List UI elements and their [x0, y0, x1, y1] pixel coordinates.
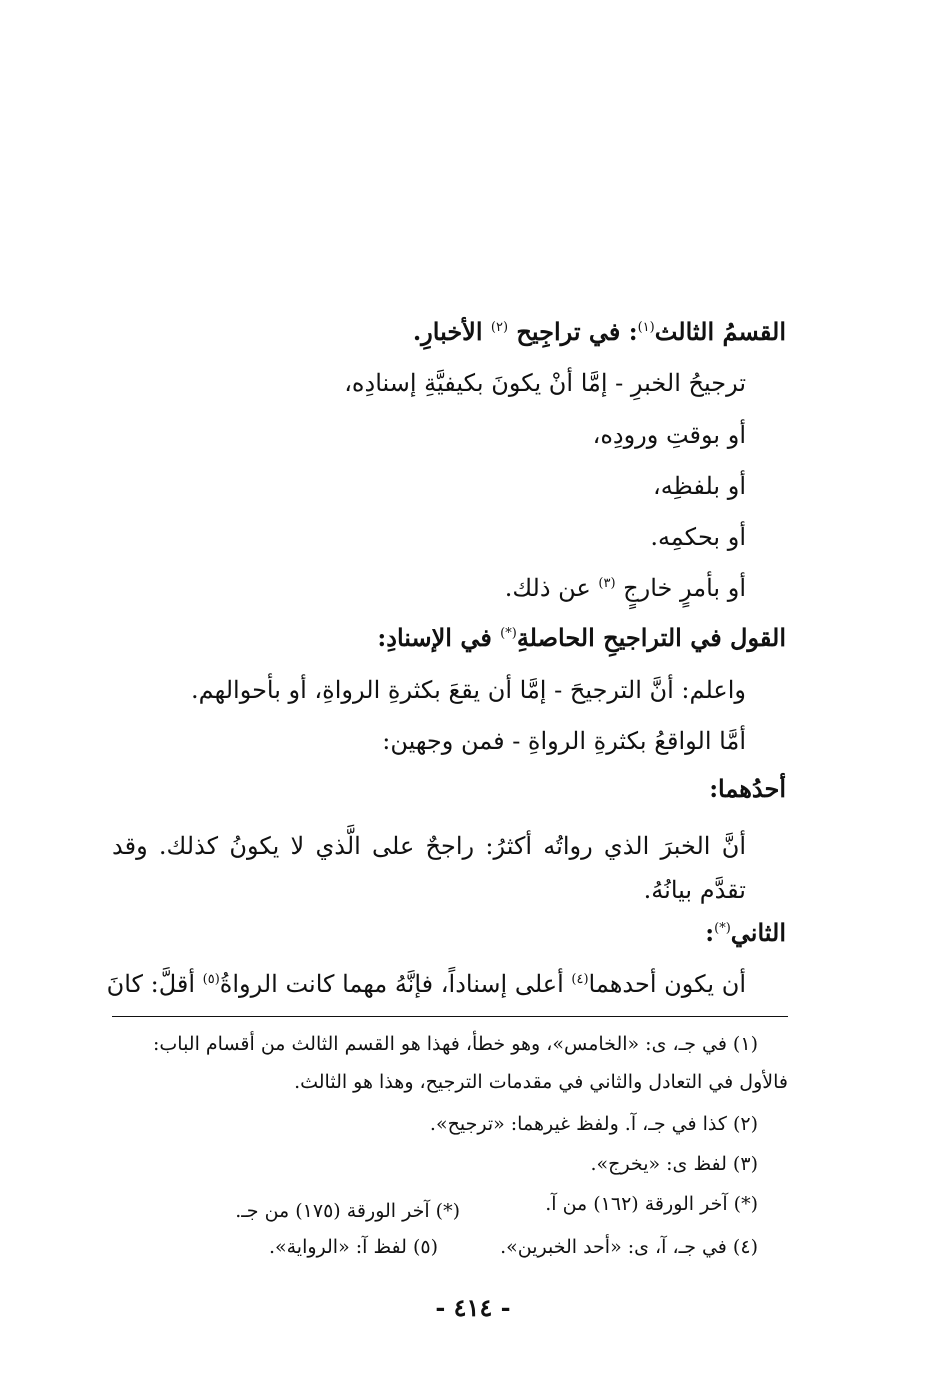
section-title: [413, 316, 786, 348]
text-line: أو بوقتِ ورودِه،: [592, 421, 746, 449]
second-heading: [705, 917, 786, 949]
text-fragment: أن يكون أحدهما: [588, 970, 746, 998]
text-fragment: الثاني: [730, 918, 786, 947]
text-line-external: [505, 572, 746, 604]
section-title-rest2: الأخبارِ.: [412, 317, 491, 346]
paragraph-line: أمَّا الواقعُ بكثرةِ الرواةِ - فمن وجهين:: [382, 727, 746, 755]
last-text-line: [107, 968, 746, 1000]
footnote-ref-star: (*): [714, 921, 731, 936]
text-line: أو بلفظِه،: [653, 472, 746, 500]
text-fragment: أعلى إسناداً، فإنَّهُ مهما كانت الرواةُ: [219, 970, 572, 998]
footnote-3: (٣) لفظ ى: «يخرج».: [590, 1153, 758, 1175]
footnote-ref-4: (٤): [571, 972, 589, 987]
first-heading: أحدُهما:: [709, 774, 786, 803]
footnote-4: (٤) في جـ، آ، ى: «أحد الخبرين».: [500, 1236, 758, 1258]
footnote-star-b: (*) آخر الورقة (١٧٥) من جـ.: [235, 1200, 460, 1222]
text-fragment: أو بأمرٍ خارجٍ: [615, 574, 746, 602]
first-text: أنَّ الخبرَ الذي رواتُه أكثرُ: راجحٌ على الَّذي لا يكونُ كذلك. وقد تقدَّم بيانُهُ.: [112, 832, 746, 904]
text-fragment: :: [705, 918, 715, 947]
paragraph-line: واعلم: أنَّ الترجيحَ - إمَّا أن يقعَ بكثرةِ الرواةِ، أو بأحوالهم.: [191, 676, 746, 704]
footnote-1-continued: فالأول في التعادل والثاني في مقدمات الترجيح، وهذا هو الثالث.: [294, 1071, 788, 1093]
footnote-ref-1: (١): [637, 320, 655, 335]
footnote-ref-3: (٣): [598, 576, 616, 591]
text-line: أو بحكمِه.: [650, 523, 746, 551]
footnote-ref-5: (٥): [202, 972, 220, 987]
footnote-ref-2: (٢): [490, 320, 509, 335]
footnote-ref-star: (*): [500, 626, 517, 641]
section-title-rest: : في تراجِيح: [508, 317, 638, 346]
footnote-1: (١) في جـ، ى: «الخامس»، وهو خطأ، فهذا هو القسم الثالث من أقسام الباب:: [153, 1033, 758, 1055]
footnote-separator: [112, 1016, 788, 1017]
footnote-star-a: (*) آخر الورقة (١٦٢) من آ.: [545, 1193, 758, 1215]
footnote-5: (٥) لفظ آ: «الرواية».: [268, 1236, 438, 1258]
section-title-text: القسمُ الثالث: [654, 317, 786, 346]
text-fragment: القول في التراجيحِ الحاصلةِ: [516, 623, 786, 652]
text-fragment: أقلَّ: كانَ: [106, 970, 203, 998]
footnote-2: (٢) كذا في جـ، آ. ولفظ غيرهما: «ترجيح».: [429, 1113, 758, 1135]
text-fragment: في الإسنادِ:: [377, 623, 501, 652]
subheading-isnad: [377, 622, 786, 654]
text-line: ترجيحُ الخبرِ - إمَّا أنْ يكونَ بكيفيَّةِ إسنادِه،: [344, 369, 746, 397]
page-number: - ٤١٤ -: [435, 1293, 511, 1322]
text-fragment: عن ذلك.: [504, 574, 599, 602]
